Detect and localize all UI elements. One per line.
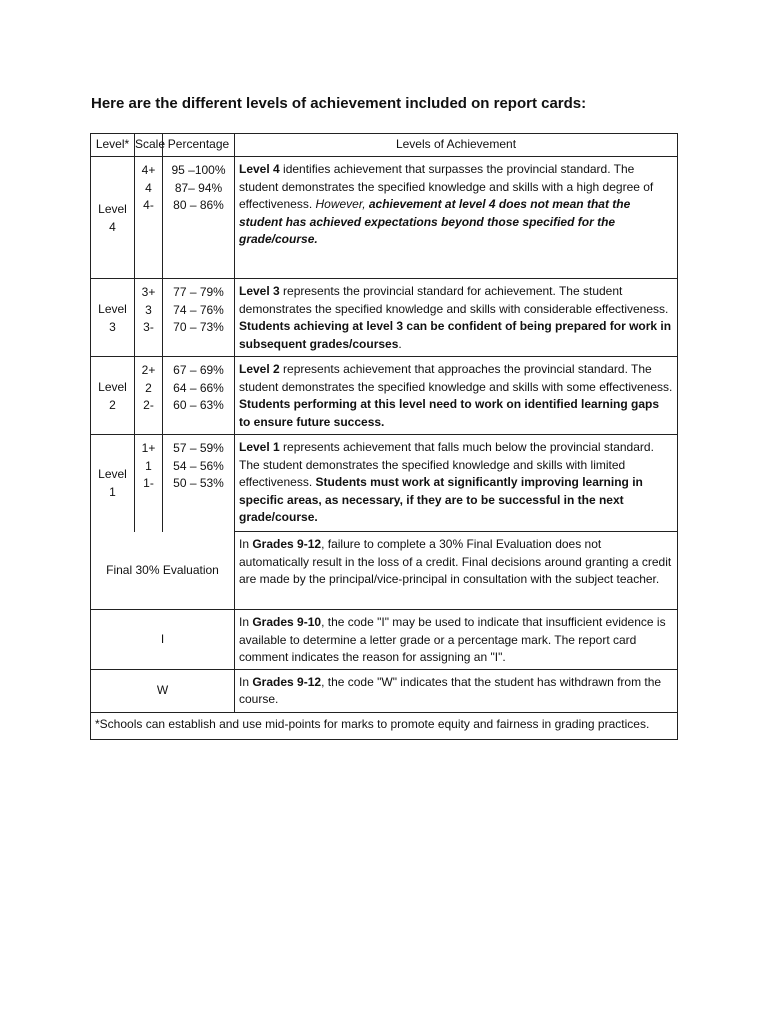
header-levels-of-achievement: Levels of Achievement bbox=[235, 134, 678, 157]
percentage-list: 95 –100% 87– 94% 80 – 86% bbox=[163, 157, 235, 279]
scale-list: 2+ 2 2- bbox=[135, 357, 163, 435]
level-description: Level 1 represents achievement that falls much below the provincial standard. The student demonstrates the specified knowledge and skills with limited effectiveness. Students must work at significantly improving learning in specific areas, as necessary, if they are to be successful in the next grade/course. bbox=[235, 435, 678, 532]
header-percentage: Percentage bbox=[163, 134, 235, 157]
percentage-list: 57 – 59% 54 – 56% 50 – 53% bbox=[163, 435, 235, 532]
header-row bbox=[91, 134, 678, 157]
level-row-3 bbox=[91, 279, 678, 357]
scale-list: 1+ 1 1- bbox=[135, 435, 163, 532]
achievement-table bbox=[90, 133, 678, 740]
final-evaluation-description: In Grades 9-12, failure to complete a 30% Final Evaluation does not automatically result in the loss of a credit. Final decisions around granting a credit are made by the principal/vice-principal in consultation with the subject teacher. bbox=[235, 532, 678, 610]
level-label: Level 4 bbox=[91, 157, 135, 279]
scale-list: 4+ 4 4- bbox=[135, 157, 163, 279]
final-evaluation-label: Final 30% Evaluation bbox=[91, 532, 235, 610]
level-row-1 bbox=[91, 435, 678, 532]
level-description: Level 4 identifies achievement that surpasses the provincial standard. The student demonstrates the specified knowledge and skills with a high degree of effectiveness. However, achievement at level 4 does not mean that the student has achieved expectations beyond those specified for the grade/course. bbox=[235, 157, 678, 279]
level-label: Level 1 bbox=[91, 435, 135, 532]
percentage-list: 67 – 69% 64 – 66% 60 – 63% bbox=[163, 357, 235, 435]
code-w-description: In Grades 9-12, the code "W" indicates that the student has withdrawn from the course. bbox=[235, 669, 678, 712]
level-description: Level 3 represents the provincial standard for achievement. The student demonstrates the specified knowledge and skills with considerable effectiveness. Students achieving at level 3 can be confident of being prepared for work in subsequent grades/courses. bbox=[235, 279, 678, 357]
header-level: Level* bbox=[91, 134, 135, 157]
code-w-row bbox=[91, 669, 678, 712]
level-row-2 bbox=[91, 357, 678, 435]
code-w-label: W bbox=[91, 669, 235, 712]
level-label: Level 2 bbox=[91, 357, 135, 435]
code-i-row bbox=[91, 610, 678, 670]
scale-list: 3+ 3 3- bbox=[135, 279, 163, 357]
code-i-description: In Grades 9-10, the code "I" may be used to indicate that insufficient evidence is available to determine a letter grade or a percentage mark. The report card comment indicates the reason for assigning an "I". bbox=[235, 610, 678, 670]
footnote-row bbox=[91, 712, 678, 740]
footnote: *Schools can establish and use mid-points for marks to promote equity and fairness in grading practices. bbox=[91, 712, 678, 740]
header-scale: Scale bbox=[135, 134, 163, 157]
code-i-label: I bbox=[91, 610, 235, 670]
level-description: Level 2 represents achievement that approaches the provincial standard. The student demonstrates the specified knowledge and skills with some effectiveness. Students performing at this level need to work on identified learning gaps to ensure future success. bbox=[235, 357, 678, 435]
level-row-4 bbox=[91, 157, 678, 279]
percentage-list: 77 – 79% 74 – 76% 70 – 73% bbox=[163, 279, 235, 357]
level-label: Level 3 bbox=[91, 279, 135, 357]
final-evaluation-row bbox=[91, 532, 678, 610]
page-heading: Here are the different levels of achievement included on report cards: bbox=[91, 95, 587, 112]
